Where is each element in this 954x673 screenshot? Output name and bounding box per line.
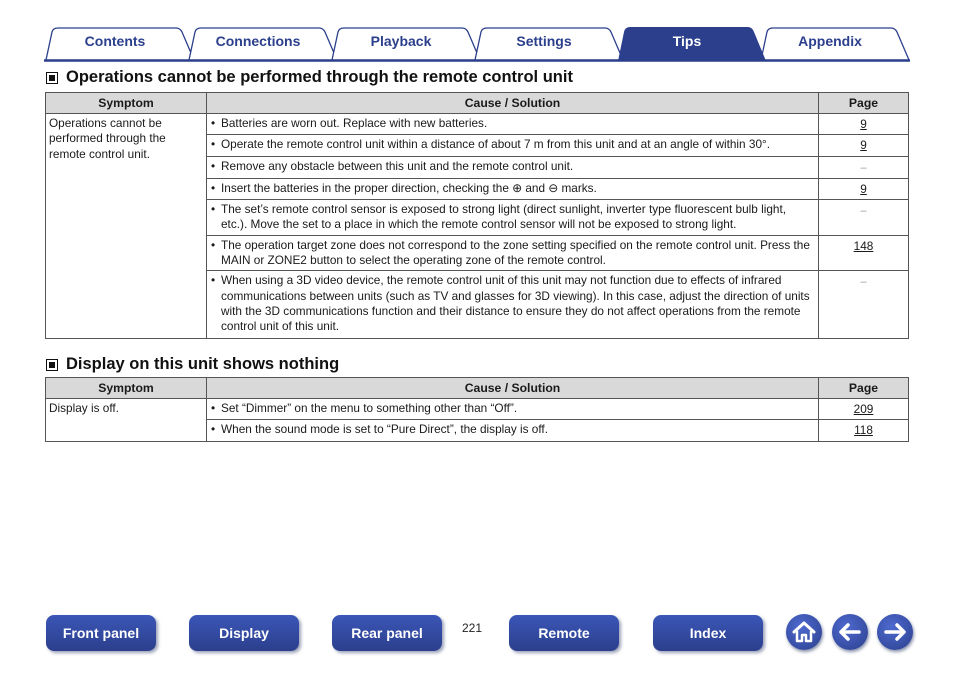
header-cause: Cause / Solution: [207, 378, 819, 399]
header-page: Page: [819, 378, 909, 399]
page-cell: [819, 135, 909, 156]
section-title: Operations cannot be performed through the remote control unit: [66, 68, 573, 86]
header-symptom: Symptom: [46, 378, 207, 399]
tab-connections[interactable]: Connections: [215, 33, 301, 49]
page-cell: [819, 235, 909, 271]
square-bullet-icon: [46, 72, 58, 84]
page-dash: –: [860, 161, 867, 174]
page-cell: [819, 178, 909, 199]
cause-text: The operation target zone does not correspond to the zone setting specified on the remote control unit. Press the MAIN or ZONE2 button to select the operating zone of the remote control.: [221, 237, 810, 268]
troubleshooting-table-display: [45, 377, 909, 442]
header-page: Page: [819, 93, 909, 114]
header-cause: Cause / Solution: [207, 93, 819, 114]
cause-cell: • Remove any obstacle between this unit and the remote control unit.: [207, 156, 819, 178]
page-cell: [819, 114, 909, 135]
cause-cell: • When using a 3D video device, the remote control unit of this unit may not function due to effects of infrared communications between units (such as TV and glasses for 3D viewing). In this case, adjust the direction of units with the 3D communications function and their distance to ensure they do not affect operations from the remote control unit of this unit.: [207, 271, 819, 338]
page-cell: [819, 420, 909, 441]
cause-text: The set’s remote control sensor is exposed to strong light (direct sunlight, inverter type fluorescent bulb light, etc.). Move the set to a place in which the remote control sensor will not be exposed to strong light.: [221, 202, 787, 232]
cause-text: Set “Dimmer” on the menu to something other than “Off”.: [221, 401, 518, 415]
page-link[interactable]: 209: [853, 402, 874, 416]
cause-cell: • The set’s remote control sensor is exposed to strong light (direct sunlight, inverter type fluorescent bulb light, etc.). Move the set to a place in which the remote control sensor will not be exposed to strong light.: [207, 200, 819, 236]
cause-text: Batteries are worn out. Replace with new batteries.: [221, 116, 488, 130]
arrow-right-icon[interactable]: [877, 614, 913, 650]
symptom-cell: Operations cannot be performed through the remote control unit.: [46, 114, 207, 339]
page-dash: –: [860, 205, 867, 218]
remote-button[interactable]: Remote: [509, 615, 619, 651]
tab-appendix[interactable]: Appendix: [798, 33, 862, 49]
page-cell: [819, 156, 909, 178]
section-heading-remote: [46, 68, 573, 87]
page-cell: [819, 399, 909, 420]
cause-cell: • When the sound mode is set to “Pure Direct”, the display is off.: [207, 420, 819, 441]
table-header-row: [46, 378, 909, 399]
cause-cell: • Set “Dimmer” on the menu to something other than “Off”.: [207, 399, 819, 420]
tab-contents[interactable]: Contents: [84, 33, 146, 49]
square-bullet-icon: [46, 359, 58, 371]
page-number: 221: [462, 621, 483, 635]
cause-cell: • The operation target zone does not correspond to the zone setting specified on the remote control unit. Press the MAIN or ZONE2 button to select the operating zone of the remote control.: [207, 235, 819, 271]
header-symptom: Symptom: [46, 93, 207, 114]
page-link[interactable]: 148: [853, 238, 874, 253]
cause-cell: • Operate the remote control unit within a distance of about 7 m from this unit and at an angle of within 30°.: [207, 135, 819, 156]
page-cell: [819, 200, 909, 236]
tab-tips[interactable]: Tips: [672, 33, 702, 49]
table-row: [46, 399, 909, 420]
table-header-row: [46, 93, 909, 114]
rear-panel-button[interactable]: Rear panel: [332, 615, 442, 651]
display-button[interactable]: Display: [189, 615, 299, 651]
cause-cell: • Batteries are worn out. Replace with new batteries.: [207, 114, 819, 135]
page-cell: [819, 271, 909, 338]
tab-playback[interactable]: Playback: [370, 33, 432, 49]
front-panel-button[interactable]: Front panel: [46, 615, 156, 651]
page-link[interactable]: 9: [860, 138, 867, 153]
index-button[interactable]: Index: [653, 615, 763, 651]
cause-text: When using a 3D video device, the remote control unit of this unit may not function due to effects of infrared communications between units (such as TV and glasses for 3D viewing). In this case, adjust the direction of units with the 3D communications function and their distance to ensure they do not affect operations from the remote control unit of this unit.: [221, 273, 810, 334]
cause-text: Operate the remote control unit within a distance of about 7 m from this unit and at an angle of within 30°.: [221, 137, 770, 152]
symptom-cell: Display is off.: [46, 399, 207, 442]
arrow-left-icon[interactable]: [832, 614, 868, 650]
page-link[interactable]: 9: [860, 117, 867, 131]
section-title: Display on this unit shows nothing: [66, 355, 340, 373]
cause-text: Insert the batteries in the proper direction, checking the ⊕ and ⊖ marks.: [221, 180, 597, 195]
tab-settings[interactable]: Settings: [516, 33, 572, 49]
page-link[interactable]: 9: [860, 181, 867, 196]
home-icon[interactable]: [786, 614, 822, 650]
cause-text: Remove any obstacle between this unit and the remote control unit.: [221, 158, 574, 173]
section-heading-display: [46, 355, 339, 374]
table-row: [46, 114, 909, 135]
tab-bar: [44, 26, 910, 62]
cause-cell: • Insert the batteries in the proper direction, checking the ⊕ and ⊖ marks.: [207, 178, 819, 199]
page-link[interactable]: 118: [854, 423, 873, 438]
cause-text: When the sound mode is set to “Pure Direct”, the display is off.: [221, 422, 548, 437]
page-dash: –: [860, 276, 867, 289]
troubleshooting-table-remote: [45, 92, 909, 339]
